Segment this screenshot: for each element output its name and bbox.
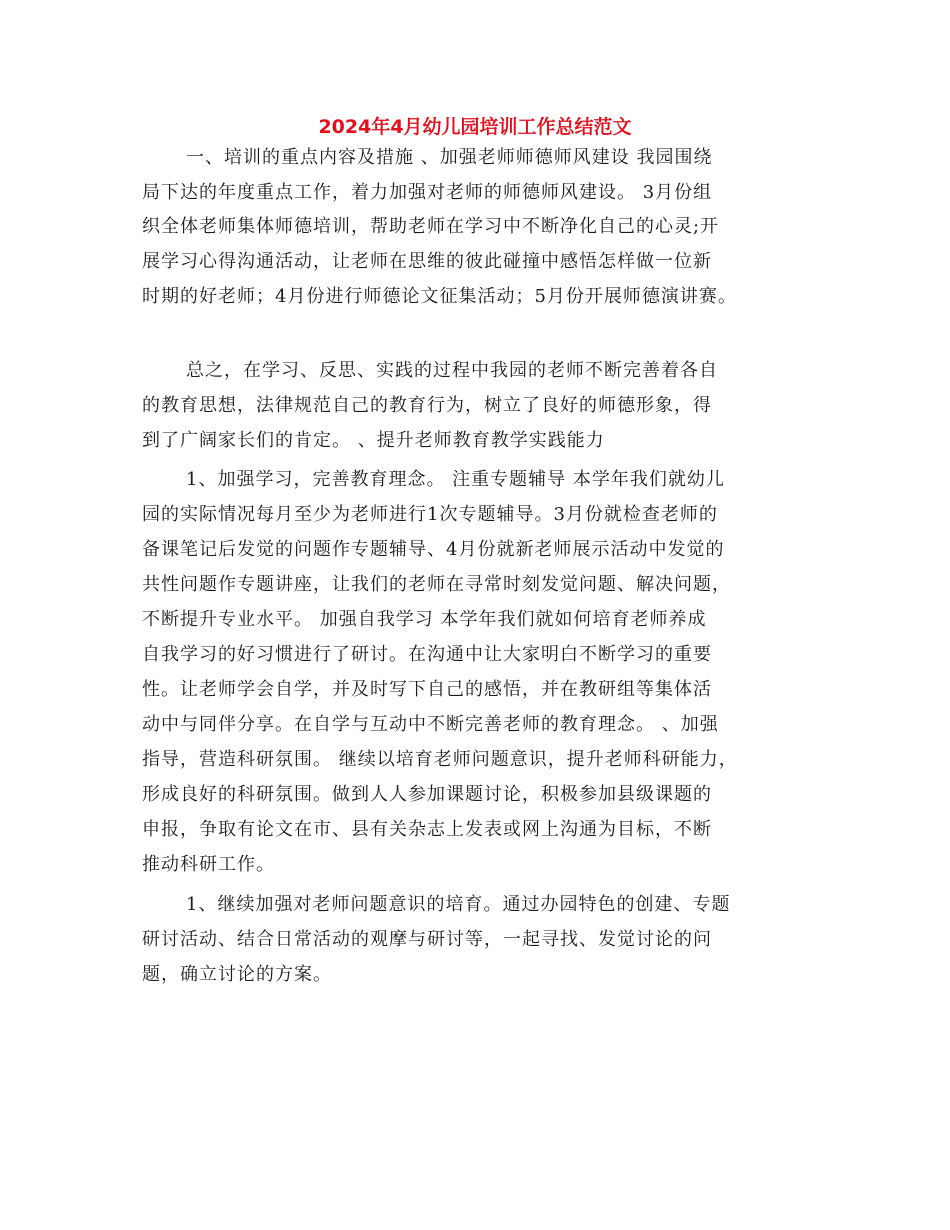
text-line-2: 局下达的年度重点工作，着力加强对老师的师德师风建设。 3月份组 — [142, 182, 713, 203]
text-line-15: 性。让老师学会自学，并及时写下自己的感悟，并在教研组等集体活 — [142, 679, 712, 700]
text-line-18: 形成良好的科研氛围。做到人人参加课题讨论，积极参加县级课题的 — [142, 784, 712, 805]
text-line-10: 园的实际情况每月至少为老师进行1次专题辅导。3月份就检查老师的 — [142, 504, 718, 525]
text-line-23: 题，确立讨论的方案。 — [142, 964, 332, 985]
text-line-7: 的教育思想，法律规范自己的教育行为，树立了良好的师德形象，得 — [142, 395, 712, 416]
text-line-9: 1、加强学习，完善教育理念。 注重专题辅导 本学年我们就幼儿 — [186, 469, 725, 490]
text-line-19: 申报，争取有论文在市、县有关杂志上发表或网上沟通为目标，不断 — [142, 819, 712, 840]
text-line-22: 研讨活动、结合日常活动的观摩与研讨等，一起寻找、发觉讨论的问 — [142, 929, 712, 950]
text-line-21: 1、继续加强对老师问题意识的培育。通过办园特色的创建、专题 — [186, 894, 731, 915]
text-line-8: 到了广阔家长们的肯定。 、提升老师教育教学实践能力 — [142, 430, 605, 451]
text-line-14: 自我学习的好习惯进行了研讨。在沟通中让大家明白不断学习的重要 — [142, 644, 712, 665]
text-line-1: 一、培训的重点内容及措施 、加强老师师德师风建设 我园围绕 — [186, 147, 713, 168]
text-line-11: 备课笔记后发觉的问题作专题辅导、4月份就新老师展示活动中发觉的 — [142, 539, 725, 560]
text-line-12: 共性问题作专题讲座，让我们的老师在寻常时刻发觉问题、解决问题， — [142, 574, 731, 595]
text-line-16: 动中与同伴分享。在自学与互动中不断完善老师的教育理念。 、加强 — [142, 714, 719, 735]
text-line-5: 时期的好老师；4月份进行师德论文征集活动；5月份开展师德演讲赛。 — [142, 286, 737, 307]
text-line-20: 推动科研工作。 — [142, 854, 275, 875]
text-line-17: 指导，营造科研氛围。 继续以培育老师问题意识，提升老师科研能力， — [142, 749, 738, 770]
text-line-6: 总之，在学习、反思、实践的过程中我园的老师不断完善着各自 — [186, 360, 718, 381]
document-title: 2024年4月幼儿园培训工作总结范文 — [318, 116, 632, 138]
text-line-4: 展学习心得沟通活动，让老师在思维的彼此碰撞中感悟怎样做一位新 — [142, 251, 712, 272]
text-line-13: 不断提升专业水平。 加强自我学习 本学年我们就如何培育老师养成 — [142, 609, 707, 630]
text-line-3: 织全体老师集体师德培训，帮助老师在学习中不断净化自己的心灵;开 — [142, 216, 720, 237]
